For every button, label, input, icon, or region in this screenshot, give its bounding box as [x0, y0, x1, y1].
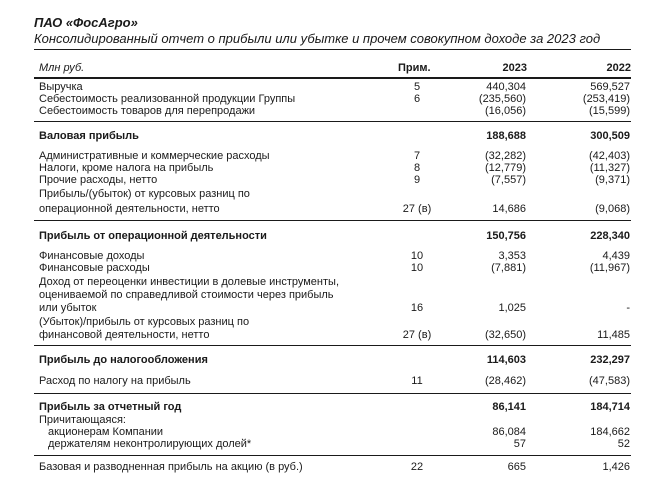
row-label: или убыток — [39, 302, 97, 314]
row-value-2022: (11,327) — [589, 162, 630, 174]
row-value-2023: 57 — [513, 438, 526, 450]
row-value-2022: 52 — [617, 438, 630, 450]
row-value-2022: 569,527 — [590, 81, 630, 93]
row-value-2023: 1,025 — [498, 302, 526, 314]
row-value-2023: (235,560) — [478, 93, 526, 105]
row-value-2023: 86,141 — [492, 401, 526, 413]
row-label: Причитающаяся: — [39, 414, 126, 426]
row-note: 16 — [410, 302, 424, 314]
row-label: Прочие расходы, нетто — [39, 174, 158, 186]
row-value-2022: (253,419) — [582, 93, 630, 105]
row-label: Прибыль/(убыток) от курсовых разниц по — [39, 188, 250, 200]
row-label: оцениваемой по справедливой стоимости через прибыль — [39, 289, 334, 301]
row-label: Прибыль за отчетный год — [39, 401, 182, 413]
row-value-2023: 3,353 — [498, 250, 526, 262]
row-value-2022: 184,662 — [590, 426, 630, 438]
row-value-2022: (15,599) — [589, 105, 630, 117]
row-value-2022: 4,439 — [602, 250, 630, 262]
row-label: Прибыль от операционной деятельности — [39, 230, 267, 242]
column-header-note: Прим. — [398, 62, 431, 74]
row-value-2023: (7,881) — [491, 262, 526, 274]
row-label: акционерам Компании — [48, 426, 164, 438]
row-value-2023: (28,462) — [485, 375, 526, 387]
row-note: 8 — [413, 162, 421, 174]
row-label: Базовая и разводненная прибыль на акцию (в руб.) — [39, 461, 303, 473]
column-header-2022: 2022 — [606, 62, 631, 74]
row-value-2022: 184,714 — [590, 401, 630, 413]
row-note: 10 — [410, 262, 424, 274]
section-rule — [34, 393, 631, 394]
row-label: (Убыток)/прибыль от курсовых разниц по — [39, 316, 250, 328]
row-label: Административные и коммерческие расходы — [39, 150, 270, 162]
row-note: 10 — [410, 250, 424, 262]
row-value-2023: 86,084 — [492, 426, 526, 438]
company-name: ПАО «ФосАгро» — [34, 15, 138, 30]
row-value-2023: 14,686 — [492, 203, 526, 215]
statement-title: Консолидированный отчет о прибыли или убытке и прочем совокупном доходе за 2023 год — [34, 31, 601, 46]
row-value-2023: (7,557) — [491, 174, 526, 186]
row-label: Финансовые расходы — [39, 262, 150, 274]
row-label: Себестоимость реализованной продукции Группы — [39, 93, 296, 105]
row-label: Расход по налогу на прибыль — [39, 375, 191, 387]
row-value-2022: (11,967) — [589, 262, 630, 274]
row-label: Себестоимость товаров для перепродажи — [39, 105, 256, 117]
row-value-2022: (47,583) — [589, 375, 630, 387]
row-value-2023: (32,650) — [485, 329, 526, 341]
row-value-2022: (9,068) — [595, 203, 630, 215]
row-value-2022: (9,371) — [595, 174, 630, 186]
row-value-2023: 150,756 — [486, 230, 526, 242]
row-value-2023: 114,603 — [486, 354, 526, 366]
row-label: держателям неконтролирующих долей* — [48, 438, 252, 450]
row-note: 7 — [413, 150, 421, 162]
row-value-2023: 440,304 — [486, 81, 526, 93]
row-label: Выручка — [39, 81, 83, 93]
row-value-2022: 232,297 — [590, 354, 630, 366]
row-note: 27 (в) — [402, 203, 432, 215]
section-rule — [34, 220, 631, 221]
title-underline — [34, 49, 631, 50]
row-label: финансовой деятельности, нетто — [39, 329, 210, 341]
row-label: Финансовые доходы — [39, 250, 145, 262]
row-label: Налоги, кроме налога на прибыль — [39, 162, 214, 174]
row-value-2023: (32,282) — [485, 150, 526, 162]
column-header-2023: 2023 — [502, 62, 527, 74]
row-note: 9 — [413, 174, 421, 186]
row-value-2022: 228,340 — [590, 230, 630, 242]
column-header-units: Млн руб. — [39, 62, 85, 74]
row-note: 22 — [410, 461, 424, 473]
row-note: 6 — [413, 93, 421, 105]
row-label: операционной деятельности, нетто — [39, 203, 220, 215]
row-label: Прибыль до налогообложения — [39, 354, 208, 366]
row-value-2022: 300,509 — [590, 130, 630, 142]
row-value-2022: 1,426 — [602, 461, 630, 473]
row-value-2023: 188,688 — [486, 130, 526, 142]
row-label: Доход от переоценки инвестиции в долевые инструменты, — [39, 276, 339, 288]
row-value-2023: (16,056) — [485, 105, 526, 117]
section-rule — [34, 345, 631, 346]
row-note: 5 — [413, 81, 421, 93]
section-rule — [34, 121, 631, 122]
row-value-2023: (12,779) — [485, 162, 526, 174]
row-value-2022: 11,485 — [597, 329, 630, 341]
row-note: 27 (в) — [402, 329, 432, 341]
row-value-2022: - — [626, 302, 630, 314]
row-note: 11 — [411, 375, 423, 387]
section-rule — [34, 455, 631, 456]
row-value-2023: 665 — [507, 461, 526, 473]
row-label: Валовая прибыль — [39, 130, 139, 142]
header-rule — [34, 77, 631, 79]
row-value-2022: (42,403) — [589, 150, 630, 162]
